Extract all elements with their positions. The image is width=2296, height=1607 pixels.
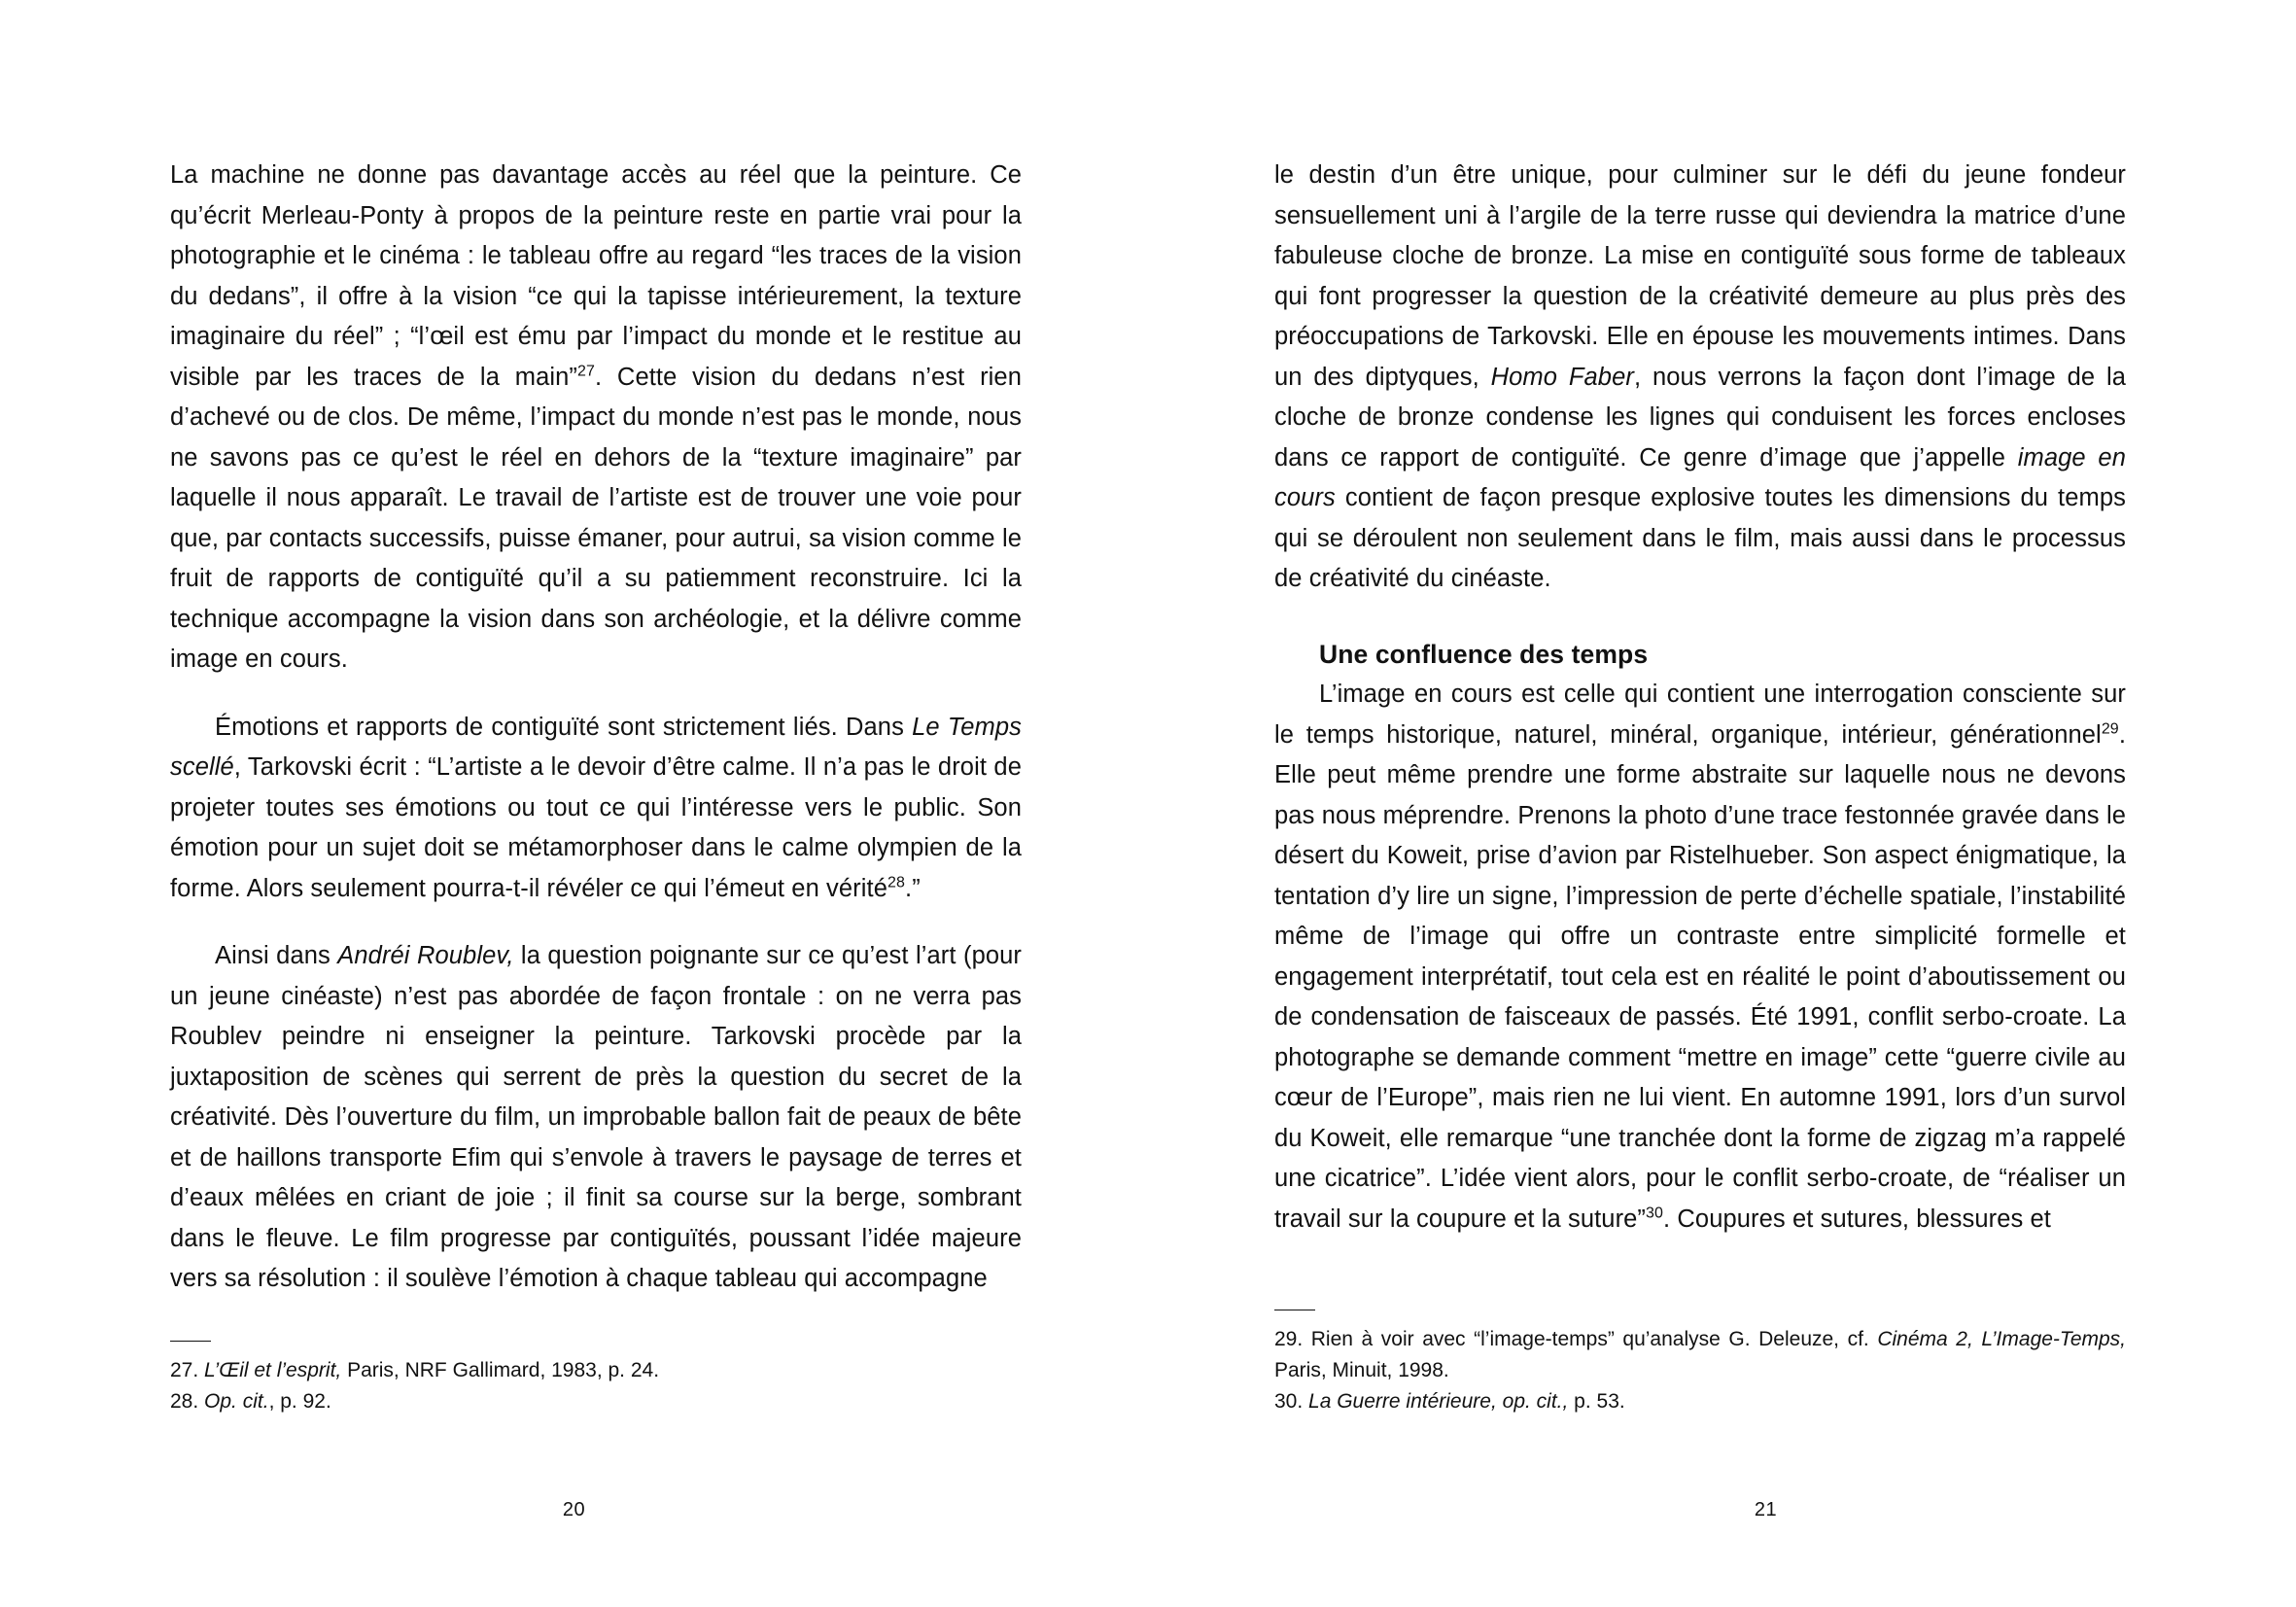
paragraph: Émotions et rapports de contiguïté sont strictement liés. Dans Le Temps scellé, Tarkovski écrit : “L’artiste a le devoir d’être calme. Il n’a pas le droit de projeter toutes ses émotions ou tout ce qui l’intéresse vers le public. Son émotion pour un sujet doit se métamorphoser dans le calme olympien de la forme. Alors seulement pourra-t-il révéler ce qui l’émeut en vérité$^{28}$.” <box>170 713 1022 902</box>
footnote: 27. L’Œil et l’esprit, Paris, NRF Gallimard, 1983, p. 24. <box>170 1359 660 1381</box>
paragraph: le destin d’un être unique, pour culminer sur le défi du jeune fondeur sensuellement uni à l’argile de la terre russe qui deviendra la matrice d’une fabuleuse cloche de bronze. La mise en contiguïté sous forme de tableaux qui font progresser la question de la créativité demeure au plus près des préoccupations de Tarkovski. Elle en épouse les mouvements intimes. Dans un des diptyques, Homo Faber, nous verrons la façon dont l’image de la cloche de bronze condense les lignes qui conduisent les forces encloses dans ce rapport de contiguïté. Ce genre d’image que j’appelle image en cours contient de façon presque explosive toutes les dimensions du temps qui se déroulent non seulement dans le film, mais aussi dans le processus de créativité du cinéaste. <box>1274 161 2127 592</box>
paragraph: La machine ne donne pas davantage accès au réel que la peinture. Ce qu’écrit Merleau-Ponty à propos de la peinture reste en partie vrai pour la photographie et le cinéma : le tableau offre au regard “les traces de la vision du dedans”, il offre à la vision “ce qui la tapisse intérieurement, la texture imaginaire du réel” ; “l’œil est ému par l’impact du monde et le restitue au visible par les traces de la main”$^{27}$. Cette vision du dedans n’est rien d’achevé ou de clos. De même, l’impact du monde n’est pas le monde, nous ne savons pas ce qu’est le réel en dehors de la “texture imaginaire” par laquelle il nous apparaît. Le travail de l’artiste est de trouver une voie pour que, par contacts successifs, puisse émaner, pour autrui, sa vision comme le fruit de rapports de contiguïté qu’il a su patiemment reconstruire. Ici la technique accompagne la vision dans son archéologie, et la délivre comme image en cours. <box>170 161 1022 673</box>
footnote: 28. Op. cit., p. 92. <box>170 1390 331 1413</box>
footnote: 29. Rien à voir avec “l’image-temps” qu’analyse G. Deleuze, cf. Cinéma 2, L’Image-Temps, Paris, Minuit, 1998. <box>1274 1328 2127 1381</box>
footnote: 30. La Guerre intérieure, op. cit., p. 53. <box>1274 1390 1625 1413</box>
left-text-column <box>170 156 1022 1300</box>
right-text-column <box>1274 156 2126 1240</box>
paragraph: Ainsi dans Andréi Roublev, la question poignante sur ce qu’est l’art (pour un jeune cinéaste) n’est pas abordée de façon frontale : on ne verra pas Roublev peindre ni enseigner la peinture. Tarkovski procède par la juxtaposition de scènes qui serrent de près la question du secret de la créativité. Dès l’ouverture du film, un improbable ballon fait de peaux de bête et de haillons transporte Efim qui s’envole à travers le paysage de terres et d’eaux mêlées en criant de joie ; il finit sa course sur la berge, sombrant dans le fleuve. Le film progresse par contiguïtés, poussant l’idée majeure vers sa résolution : il soulève l’émotion à chaque tableau qui accompagne <box>170 942 1023 1292</box>
section-heading: Une confluence des temps <box>1319 639 1649 669</box>
page-number-right: 21 <box>1754 1499 1778 1520</box>
footnotes-right <box>1274 1310 2126 1418</box>
page-number-left: 20 <box>562 1499 586 1520</box>
paragraph: L’image en cours est celle qui contient une interrogation consciente sur le temps historique, naturel, minéral, organique, intérieur, générationnel$^{29}$. Elle peut même prendre une forme abstraite sur laquelle nous ne devons pas nous méprendre. Prenons la photo d’une trace festonnée gravée dans le désert du Koweit, prise d’avion par Ristelhueber. Son aspect énigmatique, la tentation d’y lire un signe, l’impression de perte d’échelle spatiale, l’instabilité même de l’image qui offre un contraste entre simplicité formelle et engagement interprétatif, tout cela est en réalité le point d’aboutissement ou de condensation de faisceaux de passés. Été 1991, conflit serbo-croate. La photographe se demande comment “mettre en image” cette “guerre civile au cœur de l’Europe”, mais rien ne lui vient. En automne 1991, lors d’un survol du Koweit, elle remarque “une tranchée dont la forme de zigzag m’a rappelé une cicatrice”. L’idée vient alors, pour le conflit serbo-croate, de “réaliser un travail sur la coupure et la suture”$^{30}$. Coupures et sutures, blessures et <box>1274 681 2126 1233</box>
page-right <box>1148 0 2296 1607</box>
footnote-rule <box>1274 1310 1315 1311</box>
footnote-rule <box>170 1341 211 1343</box>
footnotes-left <box>170 1341 1022 1418</box>
